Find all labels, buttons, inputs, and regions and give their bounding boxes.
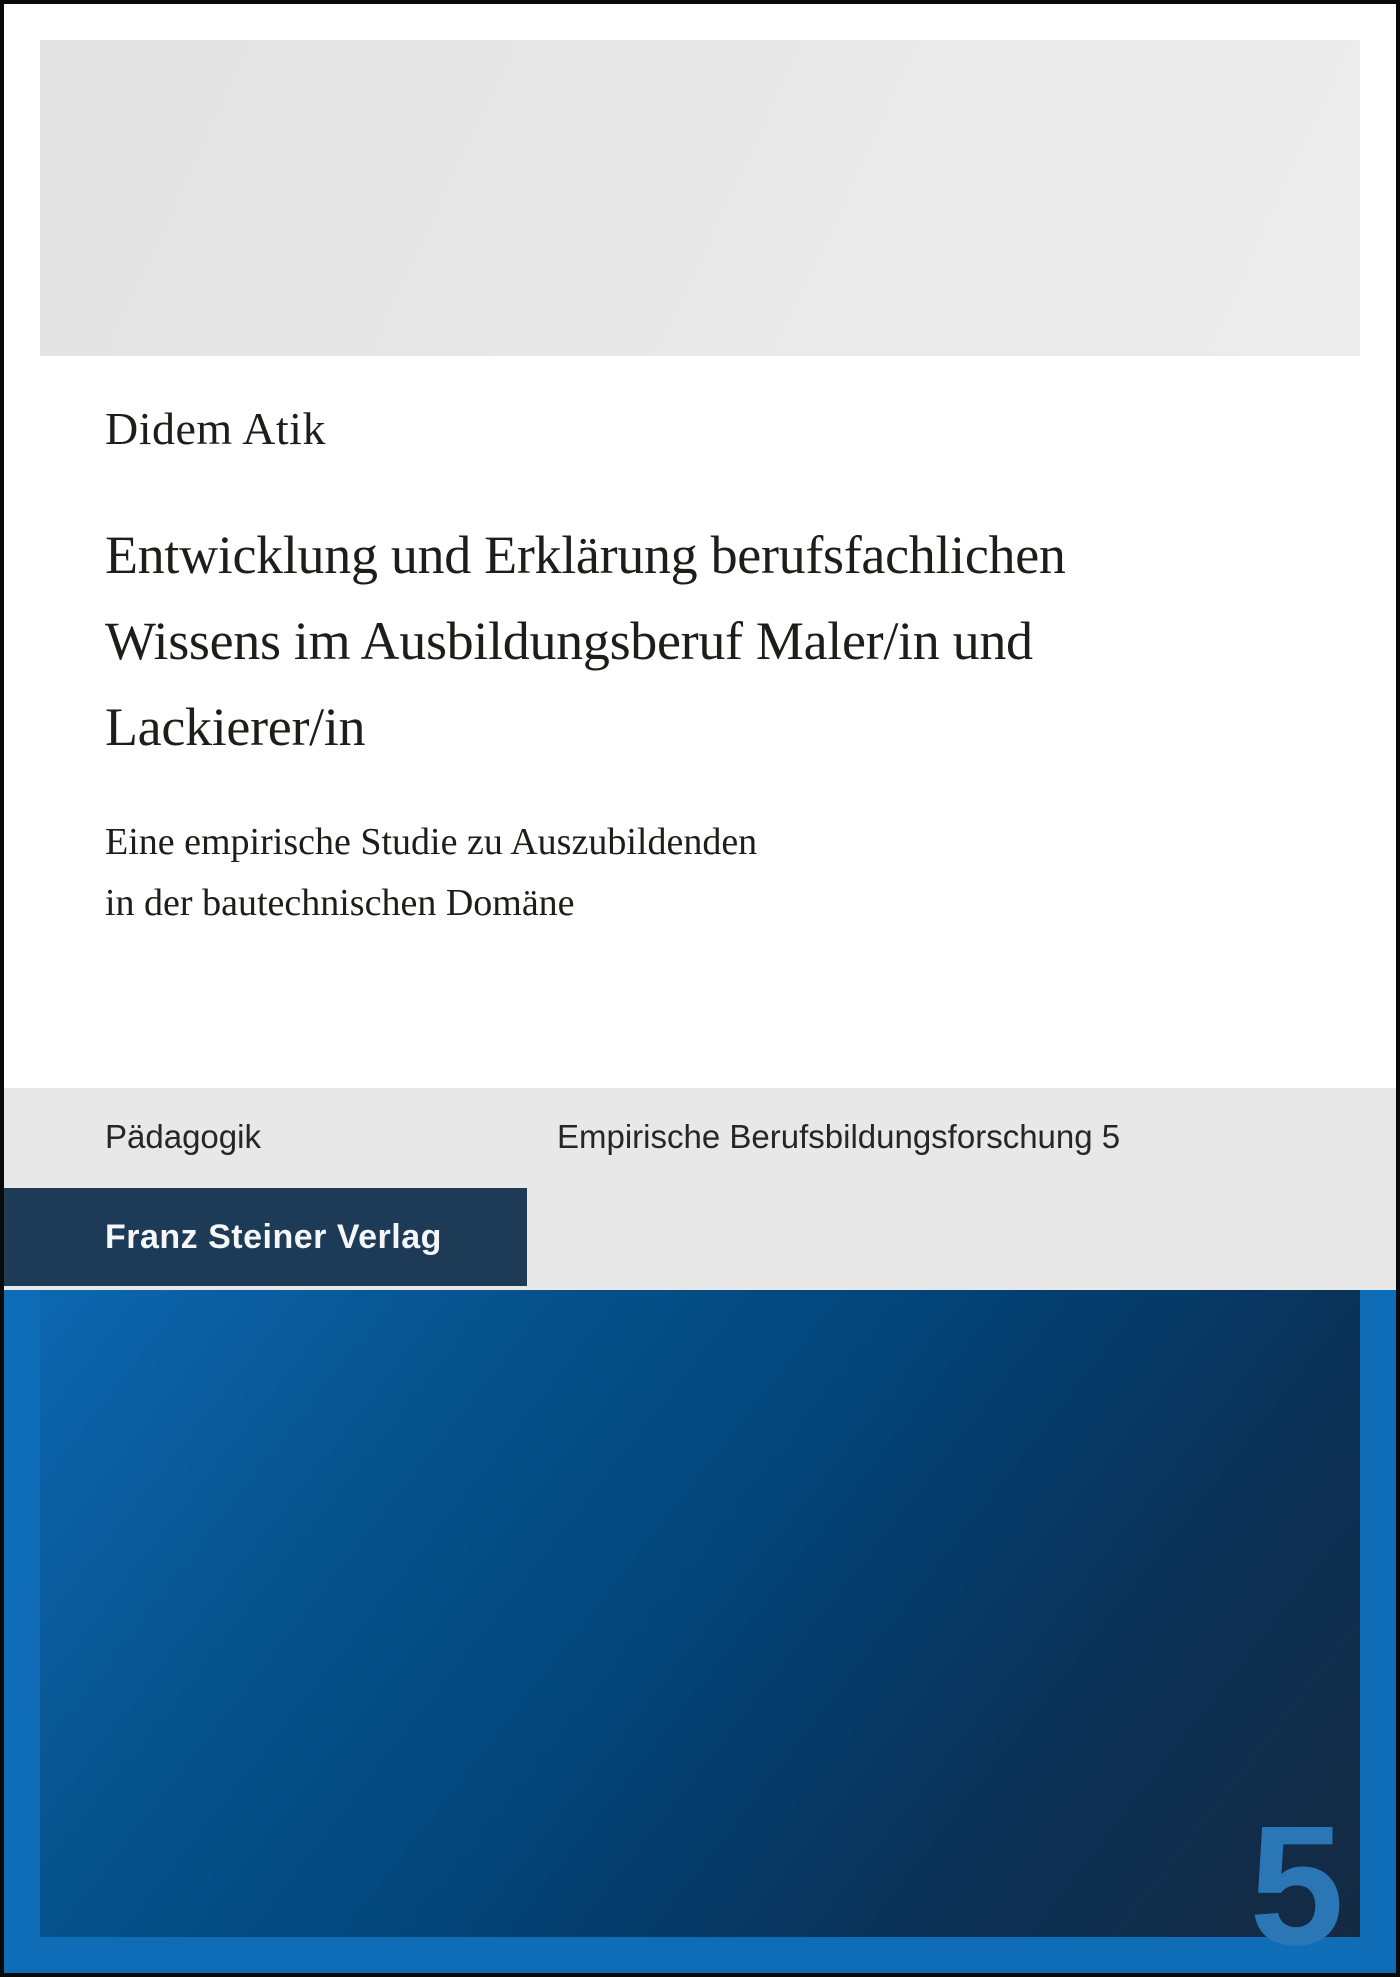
accent-blue-frame [4, 1290, 1396, 1977]
book-title-line-3: Lackierer/in [105, 697, 366, 757]
book-title-line-2: Wissens im Ausbildungsberuf Maler/in und [105, 611, 1033, 671]
book-subtitle-line-2: in der bautechnischen Domäne [105, 882, 575, 924]
volume-number: 5 [1249, 1791, 1344, 1977]
publisher-name: Franz Steiner Verlag [105, 1218, 442, 1256]
publisher-band [4, 1188, 527, 1286]
cover-art-panel [40, 1290, 1360, 1977]
book-title-line-1: Entwicklung und Erklärung berufsfachlichen [105, 525, 1066, 585]
book-subtitle-line-1: Eine empirische Studie zu Auszubildenden [105, 821, 758, 863]
top-banner [40, 40, 1360, 356]
series-title-label: Empirische Berufsbildungsforschung 5 [557, 1118, 1121, 1155]
book-subtitle [105, 812, 1105, 934]
author-name: Didem Atik [105, 403, 326, 454]
discipline-label: Pädagogik [105, 1118, 261, 1155]
book-title [105, 512, 1285, 770]
